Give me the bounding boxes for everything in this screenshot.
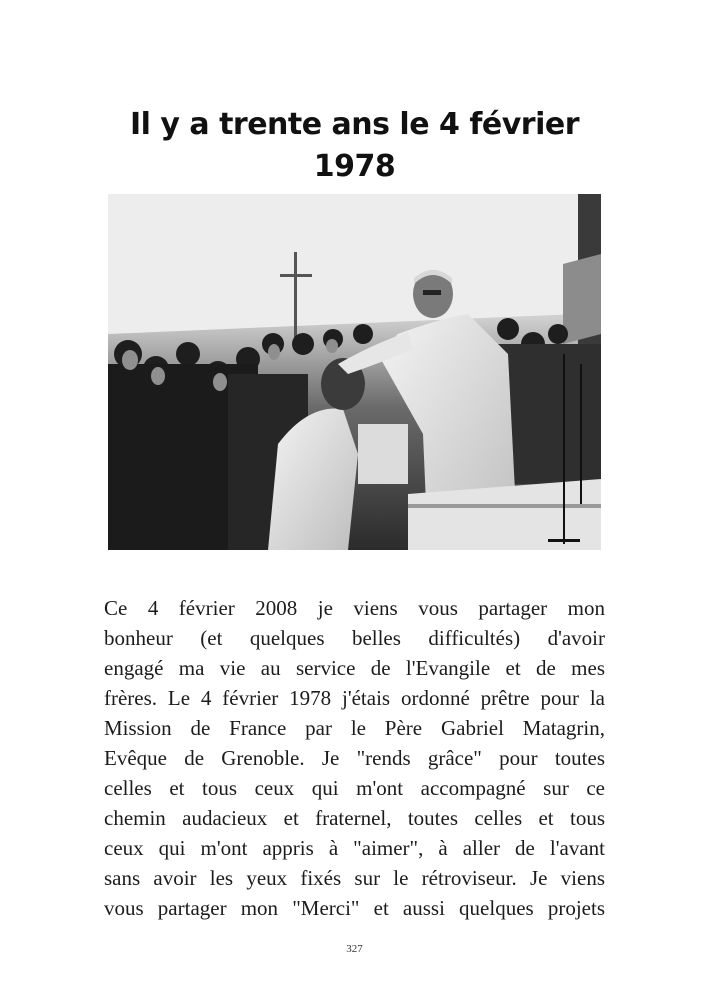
text-line: celles et tous ceux qui m'ont accompagné sur ce [104, 776, 605, 800]
text-line: frères. Le 4 février 1978 j'étais ordonné prêtre pour la [104, 686, 605, 710]
text-line: chemin audacieux et fraternel, toutes celles et tous [104, 806, 605, 830]
text-line: ceux qui m'ont appris à "aimer", à aller de l'avant [104, 836, 605, 860]
body-paragraph [104, 593, 605, 923]
text-line: engagé ma vie au service de l'Evangile et de mes [104, 656, 605, 680]
text-line: Evêque de Grenoble. Je "rends grâce" pour toutes [104, 746, 605, 770]
title-line-1: Il y a trente ans le 4 février [129, 107, 580, 143]
page-number: 327 [346, 943, 363, 955]
text-line: Ce 4 février 2008 je viens vous partager mon [104, 596, 605, 620]
page-title [60, 104, 649, 188]
text-line: sans avoir les yeux fixés sur le rétroviseur. Je viens [104, 866, 605, 890]
text-line: bonheur (et quelques belles difficultés) d'avoir [104, 626, 605, 650]
text-line: Mission de France par le Père Gabriel Matagrin, [104, 716, 605, 740]
ordination-photo [108, 194, 601, 550]
title-line-2: 1978 [313, 149, 396, 185]
text-line: vous partager mon "Merci" et aussi quelques projets [104, 896, 605, 920]
